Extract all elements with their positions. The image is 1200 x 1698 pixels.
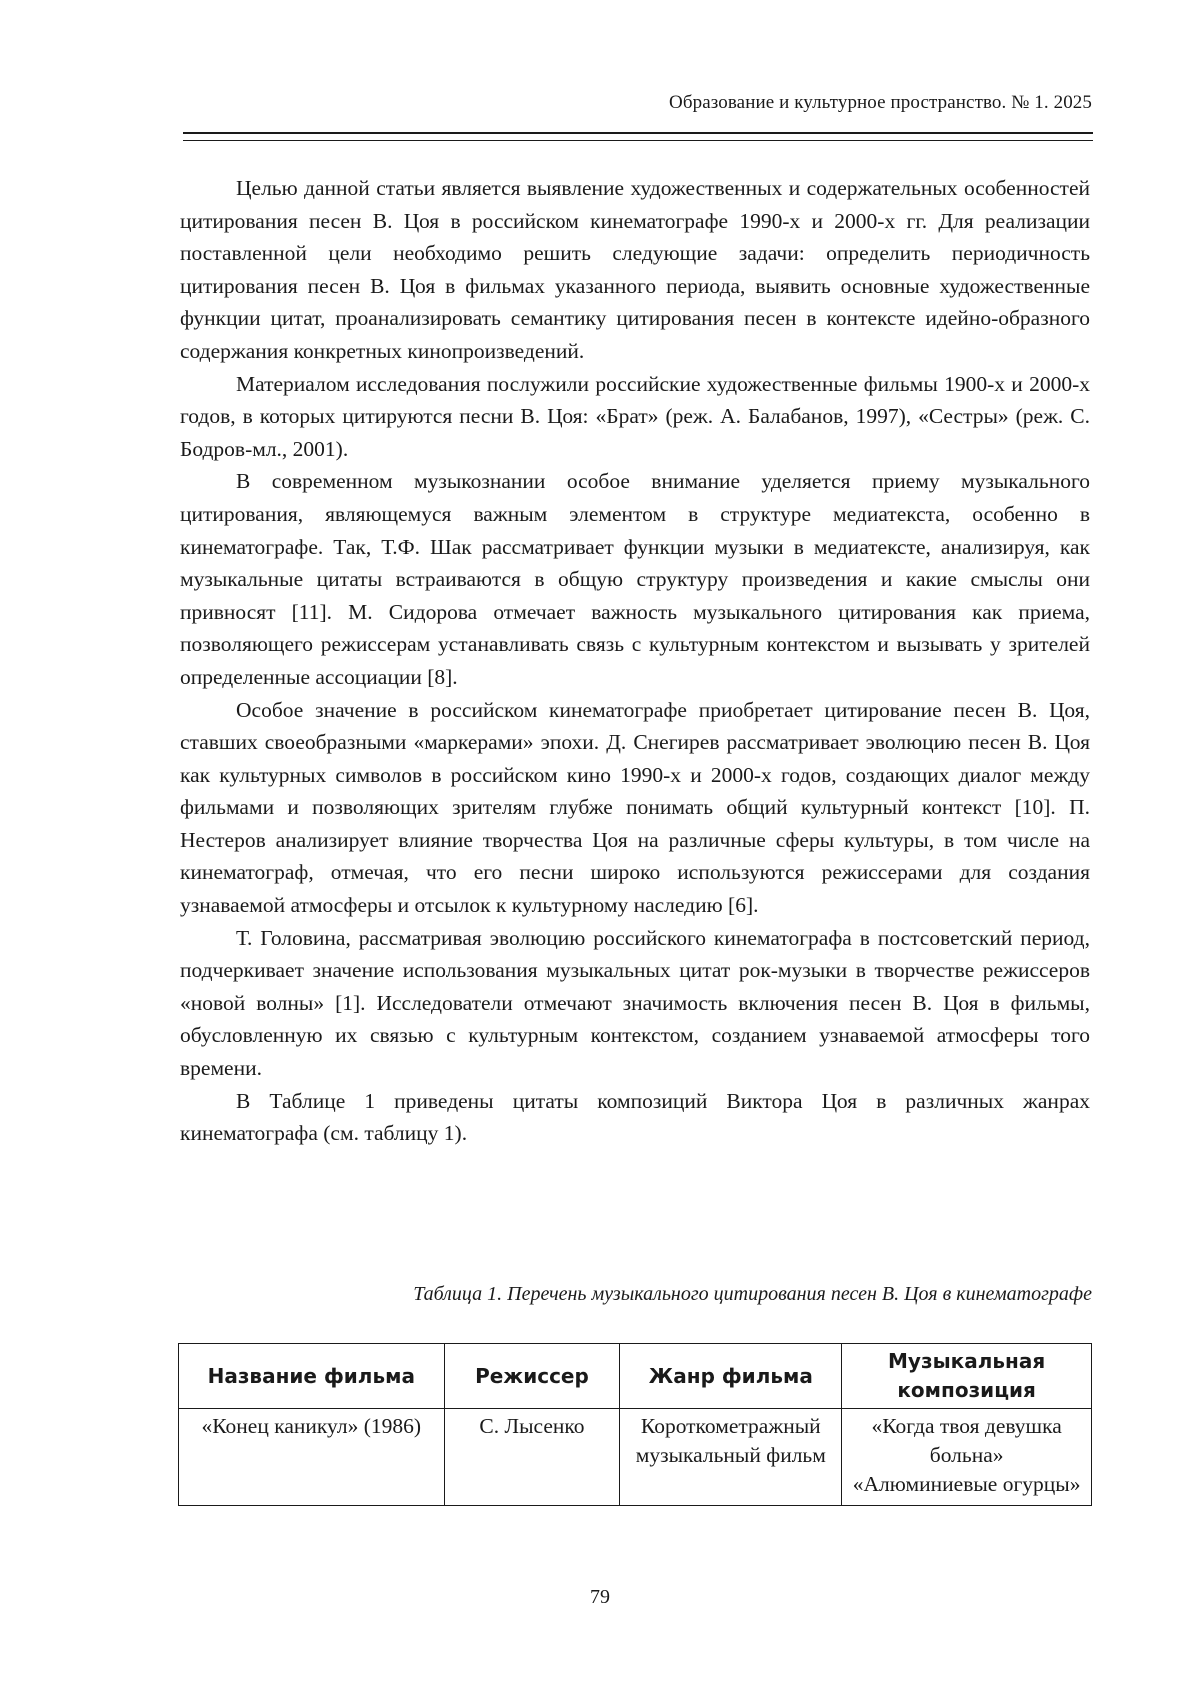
paragraph-golovina: Т. Головина, рассматривая эволюцию российского кинематографа в постсоветский период, подчеркивает значение использования музыкальных цитат рок-музыки в творчестве режиссеров «новой волны» [1]. Исследователи отмечают значимость включения песен В. Цоя в фильмы, обусловленную их связью с культурным контекстом, созданием узнаваемой атмосферы того времени. [180, 925, 1090, 1081]
running-header: Образование и культурное пространство. № 1. 2025 [669, 92, 1092, 113]
table-caption: Таблица 1. Перечень музыкального цитирования песен В. Цоя в кинематографе [413, 1283, 1092, 1305]
cell-songs [842, 1409, 1092, 1506]
page-number: 79 [590, 1586, 610, 1608]
song-title: «Когда твоя девушка больна» [871, 1414, 1062, 1467]
paragraph-tsoi-markers: Особое значение в российском кинематографе приобретает цитирование песен В. Цоя, ставших своеобразными «маркерами» эпохи. Д. Снегирев рассматривает эволюцию песен В. Цоя как культурных символов в российском кино 1990-х и 2000-х годов, создающих диалог между фильмами и позволяющих зрителям глубже понимать общий культурный контекст [10]. П. Нестеров анализирует влияние творчества Цоя на различные сферы культуры, в том числе на кинематограф, отмечая, что его песни широко используются режиссерами для создания узнаваемой атмосферы и отсылок к культурному наследию [6]. [180, 697, 1090, 918]
cell-film-title [179, 1409, 445, 1506]
header-music-composition: Музыкальная композиция [842, 1344, 1092, 1409]
table-header-row [179, 1344, 1092, 1409]
header-genre: Жанр фильма [620, 1344, 842, 1409]
paragraph-table-reference: В Таблице 1 приведены цитаты композиций Виктора Цоя в различных жанрах кинематографа (см. таблицу 1). [180, 1088, 1090, 1146]
song-title: «Алюминиевые огурцы» [852, 1472, 1081, 1496]
header-film-title: Название фильма [179, 1344, 445, 1409]
article-body [180, 172, 1090, 1150]
citations-table [178, 1343, 1092, 1506]
header-double-rule [183, 132, 1093, 141]
cell-genre: Короткометражный музыкальный фильм [620, 1409, 842, 1506]
film-title-text: «Конец каникул» (1986) [201, 1414, 422, 1438]
paragraph-material: Материалом исследования послужили российские художественные фильмы 1900-х и 2000-х годов, в которых цитируются песни В. Цоя: «Брат» (реж. А. Балабанов, 1997), «Сестры» (реж. С. Бодров-мл., 2001). [180, 371, 1090, 461]
cell-director: С. Лысенко [444, 1409, 620, 1506]
header-director: Режиссер [444, 1344, 620, 1409]
paragraph-musicology: В современном музыкознании особое внимание уделяется приему музыкального цитирования, являющемуся важным элементом в структуре медиатекста, особенно в кинематографе. Так, Т.Ф. Шак рассматривает функции музыки в медиатексте, анализируя, как музыкальные цитаты встраиваются в общую структуру произведения и какие смыслы они привносят [11]. М. Сидорова отмечает важность музыкального цитирования как приема, позволяющего режиссерам устанавливать связь с культурным контекстом и вызывать у зрителей определенные ассоциации [8]. [180, 469, 1090, 689]
table-row [179, 1409, 1092, 1506]
paragraph-goal: Целью данной статьи является выявление художественных и содержательных особенностей цитирования песен В. Цоя в российском кинематографе 1990-х и 2000-х гг. Для реализации поставленной цели необходимо решить следующие задачи: определить периодичность цитирования песен В. Цоя в фильмах указанного периода, выявить основные художественные функции цитат, проанализировать семантику цитирования песен в контексте идейно-образного содержания конкретных кинопроизведений. [180, 176, 1090, 363]
